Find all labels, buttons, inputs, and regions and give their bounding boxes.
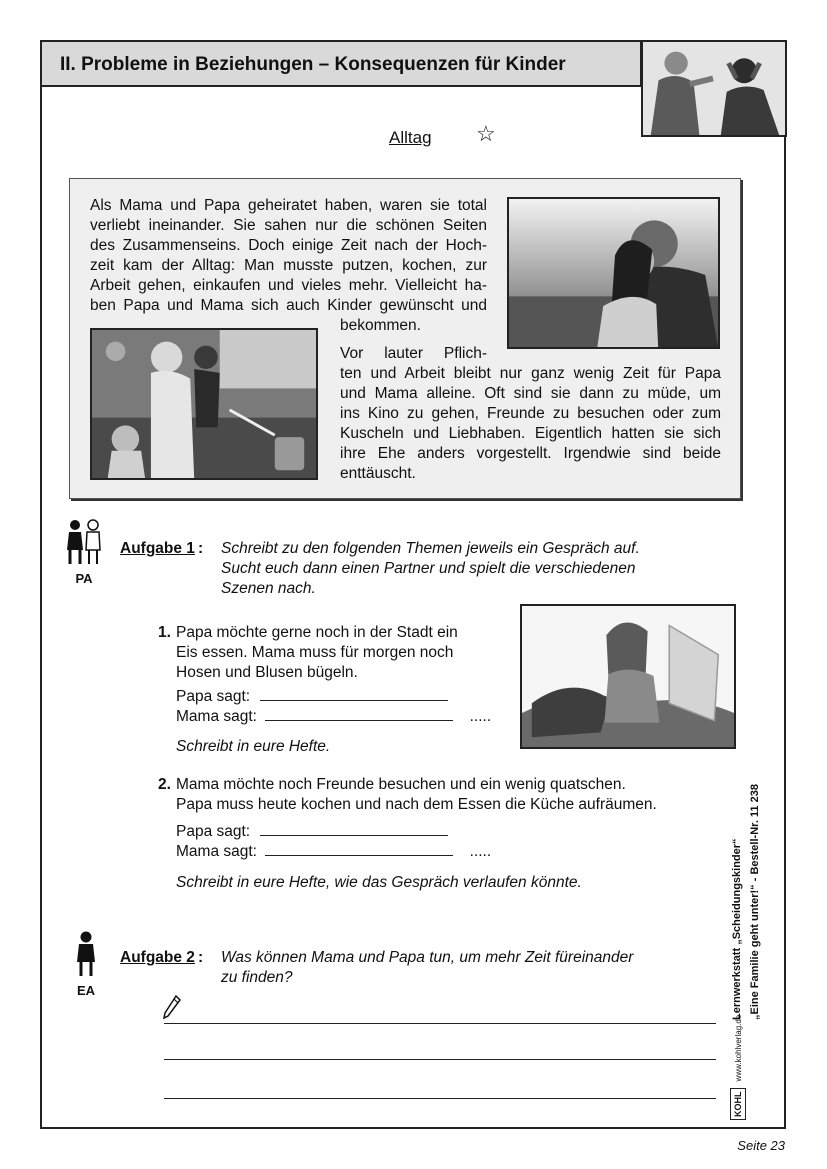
story-p2-first bbox=[340, 344, 487, 364]
story-paragraph-2 bbox=[340, 364, 721, 464]
task1-instruction bbox=[221, 539, 640, 599]
task1-line: Sucht euch dann einen Partner und spielt die verschiedenen bbox=[221, 560, 636, 577]
pa-label: PA bbox=[75, 571, 93, 586]
order-number: „Eine Familie geht unter!“ - Bestell-Nr. 11 238 bbox=[749, 784, 761, 1020]
story-line: ben Papa und Mama sich auch Kinder gewünscht und bbox=[90, 297, 487, 314]
story-line: Vor lauter Pflich- bbox=[340, 345, 487, 362]
ellipsis: ..... bbox=[469, 843, 492, 860]
papa-answer-blank[interactable] bbox=[260, 821, 448, 836]
answer-line-3[interactable] bbox=[164, 1098, 716, 1099]
publisher-website: www.kohlverlag.de bbox=[734, 1014, 743, 1082]
answer-line-2[interactable] bbox=[164, 1059, 716, 1060]
task1-label: Aufgabe 1 bbox=[120, 540, 195, 557]
chapter-header bbox=[40, 40, 642, 87]
ellipsis: ..... bbox=[469, 708, 492, 725]
story-line: verliebt ineinander. Sie sahen nur die schönen Seiten bbox=[90, 217, 487, 234]
item2-note: Schreibt in eure Hefte, wie das Gespräch verlaufen könnte. bbox=[176, 874, 582, 891]
mama-answer-blank[interactable] bbox=[265, 841, 453, 856]
individual-work-icon bbox=[66, 930, 106, 998]
task2-instruction bbox=[221, 948, 633, 988]
page-number: Seite 23 bbox=[737, 1138, 785, 1153]
item1-number: 1. bbox=[158, 624, 171, 641]
task1-line: Schreibt zu den folgenden Themen jeweils ein Gespräch auf. bbox=[221, 540, 640, 557]
partner-work-icon bbox=[62, 518, 106, 586]
task1-colon: : bbox=[198, 540, 204, 557]
item2-number: 2. bbox=[158, 776, 171, 793]
mama-answer-blank[interactable] bbox=[265, 706, 453, 721]
item1-mama-row bbox=[176, 706, 491, 727]
task2-line: Was können Mama und Papa tun, um mehr Zeit füreinander bbox=[221, 949, 634, 966]
story-line: Arbeit gehen, einkaufen und vieles mehr. Vielleicht ha- bbox=[90, 277, 487, 294]
item2-line: Papa muss heute kochen und nach dem Essen die Küche aufräumen. bbox=[176, 796, 657, 813]
publisher-logo: KOHL bbox=[730, 1089, 746, 1121]
task1-line: Szenen nach. bbox=[221, 580, 316, 597]
item2-line: Mama möchte noch Freunde besuchen und ein wenig quatschen. bbox=[176, 776, 626, 793]
story-line: ten und Arbeit bleibt nur ganz wenig Zeit für Papa bbox=[340, 365, 721, 382]
item1-note: Schreibt in eure Hefte. bbox=[176, 738, 331, 755]
story-line: Als Mama und Papa geheiratet haben, waren sie total bbox=[90, 197, 487, 214]
section-title: Alltag bbox=[389, 128, 432, 147]
story-line: zeit kam der Alltag: Man musste putzen, kochen, zur bbox=[90, 257, 487, 274]
papa-says-label: Papa sagt: bbox=[176, 823, 251, 840]
task2-colon: : bbox=[198, 949, 204, 966]
papa-says-label: Papa sagt: bbox=[176, 688, 251, 705]
publisher-side-text bbox=[730, 760, 790, 1120]
item2-mama-row bbox=[176, 841, 491, 862]
papa-answer-blank[interactable] bbox=[260, 686, 448, 701]
pencil-icon bbox=[162, 994, 182, 1025]
photo-couple-in-love bbox=[507, 197, 720, 349]
item1-papa-row bbox=[176, 686, 448, 707]
story-line: und Mama alleine. Oft sind sie dann zu müde, um bbox=[340, 385, 721, 402]
story-paragraph-1 bbox=[90, 196, 487, 316]
story-p1-end: bekommen. bbox=[340, 317, 421, 334]
mama-says-label: Mama sagt: bbox=[176, 843, 257, 860]
series-title: Lernwerkstatt „Scheidungskinder“ bbox=[731, 838, 743, 1020]
story-p2-end: enttäuscht. bbox=[340, 465, 416, 482]
chapter-title: II. Probleme in Beziehungen – Konsequenzen für Kinder bbox=[60, 54, 566, 75]
item2-papa-row bbox=[176, 821, 448, 842]
item1-line: Hosen und Blusen bügeln. bbox=[176, 664, 358, 681]
item1-text bbox=[176, 623, 458, 683]
photo-mother-cooking-with-children bbox=[90, 328, 318, 480]
item1-line: Eis essen. Mama muss für morgen noch bbox=[176, 644, 454, 661]
task2-label: Aufgabe 2 bbox=[120, 949, 195, 966]
story-line: des Zusammenseins. Doch einige Zeit nach der Hoch- bbox=[90, 237, 487, 254]
answer-line-1[interactable] bbox=[164, 1023, 716, 1024]
item2-text bbox=[176, 775, 657, 815]
photo-tired-woman-ironing bbox=[520, 604, 736, 749]
ea-label: EA bbox=[76, 983, 96, 998]
task2-line: zu finden? bbox=[221, 969, 293, 986]
story-line: ihre Ehe anders vorgestellt. Irgendwie sind beide bbox=[340, 445, 721, 462]
header-photo-arguing-couple bbox=[641, 40, 787, 137]
mama-says-label: Mama sagt: bbox=[176, 708, 257, 725]
story-line: ins Kino zu gehen, Freunde zu besuchen oder zum bbox=[340, 405, 721, 422]
story-line: Kuscheln und Liebhaben. Eigentlich hatten sie sich bbox=[340, 425, 721, 442]
star-icon: ☆ bbox=[476, 121, 496, 146]
item1-line: Papa möchte gerne noch in der Stadt ein bbox=[176, 624, 458, 641]
